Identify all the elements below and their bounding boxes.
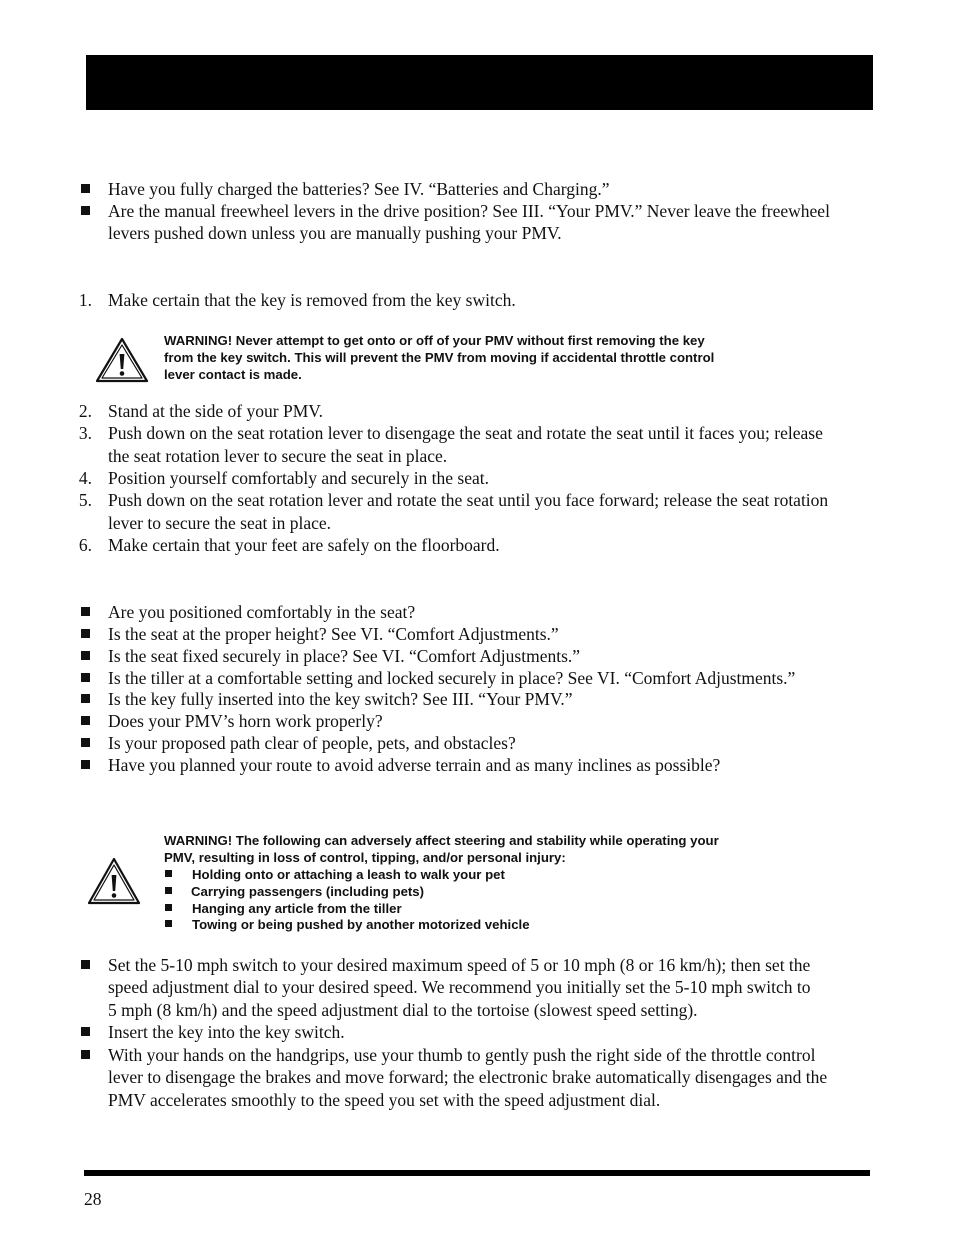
step-1-text: Make certain that the key is removed from the key switch. [108,290,516,310]
warning1-line-2: from the key switch. This will prevent the PMV from moving if accidental throttle control [164,350,715,365]
header-bar [86,55,873,110]
checklist2-item-3: Is the seat fixed securely in place? See VI. “Comfort Adjustments.” [108,646,581,666]
step-2-line-1: Stand at the side of your PMV. [108,401,324,421]
checklist1-item-2-line-2: levers pushed down unless you are manually pushing your PMV. [108,223,562,243]
checklist1-item-2-line-1: Are the manual freewheel levers in the drive position? See III. “Your PMV.” Never leave the freewheel [108,201,830,221]
checklist1-item-1-line-1: Have you fully charged the batteries? See IV. “Batteries and Charging.” [108,179,610,199]
warning2-item-3: Hanging any article from the tiller [192,901,402,916]
square-bullet-icon [81,1050,90,1059]
square-bullet-icon [165,920,172,927]
square-bullet-icon [165,887,172,894]
square-bullet-icon [165,870,172,877]
square-bullet-icon [81,760,90,769]
warning2-line-2: PMV, resulting in loss of control, tipping, and/or personal injury: [164,850,566,865]
square-bullet-icon [81,738,90,747]
checklist3-item-3-line-2: lever to disengage the brakes and move forward; the electronic brake automatically disengages and the [108,1067,828,1087]
warning2-line-1: WARNING! The following can adversely affect steering and stability while operating your [164,833,719,848]
warning2-item-1: Holding onto or attaching a leash to walk your pet [192,867,505,882]
step-4-line-1: Position yourself comfortably and securely in the seat. [108,468,490,488]
square-bullet-icon [81,1027,90,1036]
checklist3-item-1-line-2: speed adjustment dial to your desired speed. We recommend you initially set the 5-10 mph switch to [108,977,811,997]
square-bullet-icon [81,206,90,215]
checklist3-item-2-line-1: Insert the key into the key switch. [108,1022,345,1042]
step-5-line-2: lever to secure the seat in place. [108,513,332,533]
footer-rule [84,1170,870,1176]
square-bullet-icon [81,651,90,660]
square-bullet-icon [81,629,90,638]
checklist2-item-5: Is the key fully inserted into the key switch? See III. “Your PMV.” [108,689,573,709]
checklist2-item-8: Have you planned your route to avoid adverse terrain and as many inclines as possible? [108,755,721,775]
square-bullet-icon [81,673,90,682]
step-3-line-1: Push down on the seat rotation lever to disengage the seat and rotate the seat until it faces you; release [108,423,823,443]
step-5-line-1: Push down on the seat rotation lever and rotate the seat until you face forward; release the seat rotation [108,490,829,510]
warning1-line-1: WARNING! Never attempt to get onto or off of your PMV without first removing the key [164,333,705,348]
step-6-line-1: Make certain that your feet are safely on the floorboard. [108,535,500,555]
step-4-number: 4. [78,468,92,488]
square-bullet-icon [81,694,90,703]
step-1-number: 1. [78,290,92,310]
checklist2-item-1: Are you positioned comfortably in the seat? [108,602,416,622]
warning-triangle-icon [86,856,142,906]
checklist3-item-1-line-1: Set the 5-10 mph switch to your desired maximum speed of 5 or 10 mph (8 or 16 km/h); then set the [108,955,811,975]
step-5-number: 5. [78,490,92,510]
warning2-item-2: Carrying passengers (including pets) [191,884,425,899]
step-6-number: 6. [78,535,92,555]
warning-triangle-icon [94,336,150,384]
checklist3-item-3-line-1: With your hands on the handgrips, use your thumb to gently push the right side of the throttle control [108,1045,816,1065]
square-bullet-icon [81,960,90,969]
step-3-number: 3. [78,423,92,443]
checklist2-item-6: Does your PMV’s horn work properly? [108,711,383,731]
step-2-number: 2. [78,401,92,421]
checklist2-item-4: Is the tiller at a comfortable setting and locked securely in place? See VI. “Comfort Adjustments.” [108,668,796,688]
square-bullet-icon [81,716,90,725]
square-bullet-icon [81,607,90,616]
square-bullet-icon [81,184,90,193]
checklist2-item-7: Is your proposed path clear of people, pets, and obstacles? [108,733,516,753]
square-bullet-icon [165,904,172,911]
checklist3-item-1-line-3: 5 mph (8 km/h) and the speed adjustment dial to the tortoise (slowest speed setting). [108,1000,698,1020]
warning2-item-4: Towing or being pushed by another motorized vehicle [192,917,530,932]
checklist2-item-2: Is the seat at the proper height? See VI. “Comfort Adjustments.” [108,624,559,644]
page-number: 28 [84,1189,102,1209]
warning1-line-3: lever contact is made. [164,367,302,382]
step-3-line-2: the seat rotation lever to secure the seat in place. [108,446,448,466]
checklist3-item-3-line-3: PMV accelerates smoothly to the speed you set with the speed adjustment dial. [108,1090,661,1110]
